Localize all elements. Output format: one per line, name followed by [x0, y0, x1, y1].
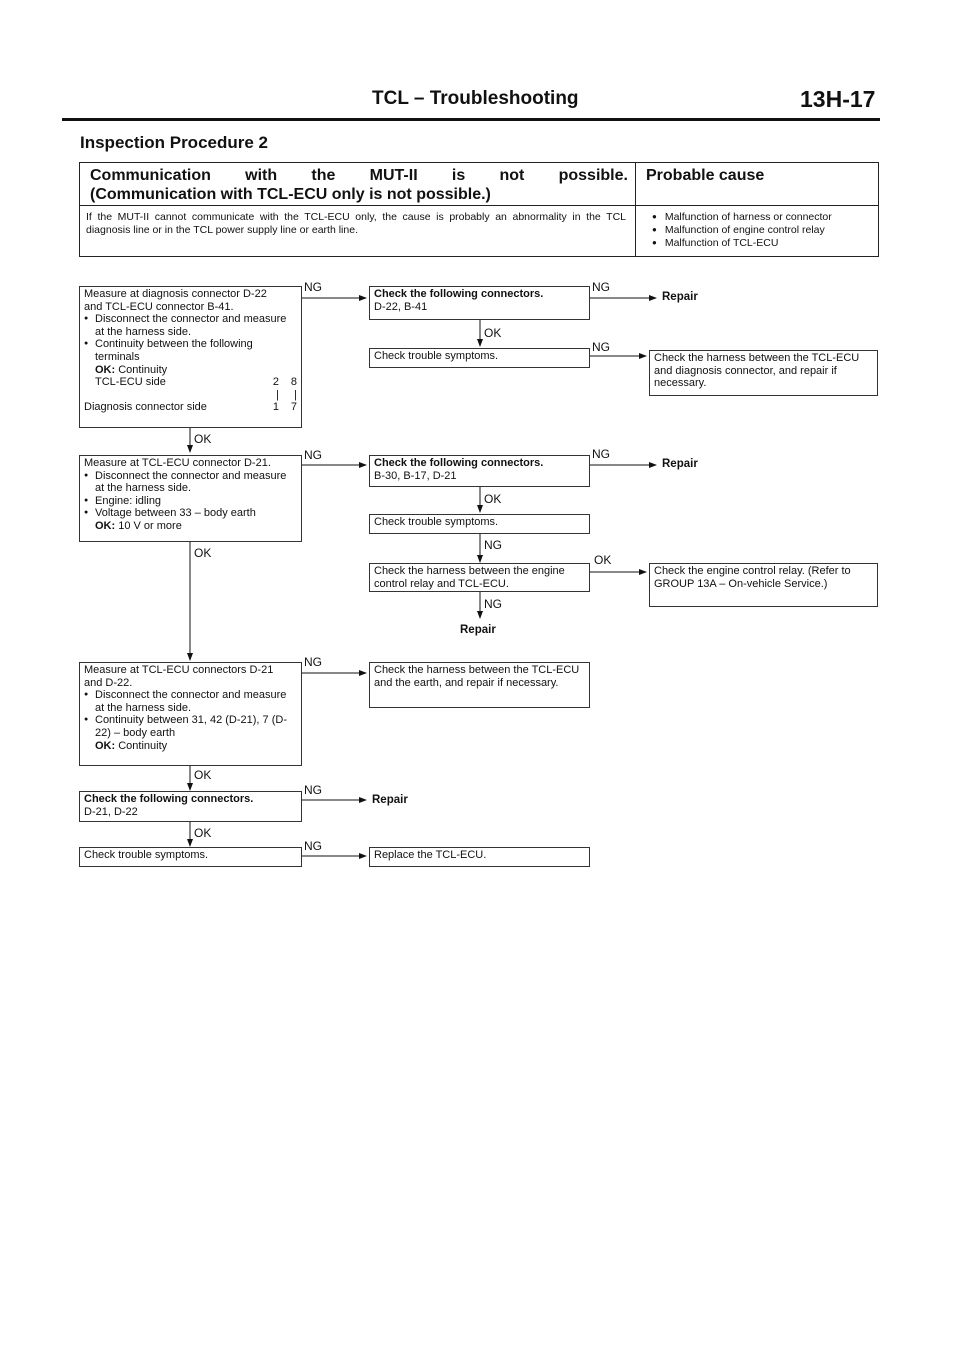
- step1-box: Measure at diagnosis connector D-22 and TCL-ECU connector B-41. ● Disconnect the connector and measure at the harness side. ● Continuity between the following terminals OK: Continuity TCL-ECU side 2 8 | | Diagnosis connector side 1 7: [79, 286, 302, 428]
- harness-check-box-1: Check the harness between the TCL-ECU and diagnosis connector, and repair if necessary.: [649, 350, 878, 396]
- ng-label: NG: [484, 597, 502, 611]
- repair-label: Repair: [662, 458, 698, 470]
- repair-label: Repair: [460, 624, 496, 636]
- symptoms-box-1: Check trouble symptoms.: [369, 348, 590, 368]
- symptom-title-line1: Communication with the MUT-II is not possible.: [90, 167, 628, 184]
- cause-item: ● Malfunction of engine control relay: [652, 224, 832, 237]
- ng-label: NG: [304, 655, 322, 669]
- earth-harness-box: Check the harness between the TCL-ECU and the earth, and repair if necessary.: [369, 662, 590, 708]
- symptom-title-line2: (Communication with TCL-ECU only is not possible.): [90, 186, 491, 203]
- step2-box: Measure at TCL-ECU connector D-21. ● Disconnect the connector and measure at the harness side. ● Engine: idling ● Voltage between 33 – body earth OK: 10 V or more: [79, 455, 302, 542]
- step3-box: Measure at TCL-ECU connectors D-21 and D-22. ● Disconnect the connector and measure at the harness side. ● Continuity between 31, 42 (D-21), 7 (D-22) – body earth OK: Continuity: [79, 662, 302, 766]
- symptom-description: If the MUT-II cannot communicate with the TCL-ECU only, the cause is probably an abnormality in the TCL diagnosis line or in the TCL power supply line or earth line.: [86, 211, 626, 236]
- harness-check-box-2: Check the harness between the engine control relay and TCL-ECU.: [369, 563, 590, 592]
- page-title: TCL – Troubleshooting: [372, 88, 579, 109]
- step1-ng-box: Check the following connectors. D-22, B-41: [369, 286, 590, 320]
- cause-item: ● Malfunction of harness or connector: [652, 211, 832, 224]
- ok-label: OK: [484, 326, 502, 340]
- ng-label: NG: [304, 448, 322, 462]
- procedure-subtitle: Inspection Procedure 2: [80, 133, 268, 152]
- step5-box: Check trouble symptoms.: [79, 847, 302, 867]
- step2-ng-box: Check the following connectors. B-30, B-17, D-21: [369, 455, 590, 487]
- page-code: 13H-17: [800, 86, 876, 112]
- step4-box: Check the following connectors. D-21, D-22: [79, 791, 302, 822]
- cause-item: ● Malfunction of TCL-ECU: [652, 237, 832, 250]
- ng-label: NG: [484, 538, 502, 552]
- ng-label: NG: [592, 340, 610, 354]
- ng-label: NG: [592, 280, 610, 294]
- ok-label: OK: [194, 768, 212, 782]
- repair-label: Repair: [662, 291, 698, 303]
- replace-ecu-box: Replace the TCL-ECU.: [369, 847, 590, 867]
- relay-check-box: Check the engine control relay. (Refer to GROUP 13A – On-vehicle Service.): [649, 563, 878, 607]
- repair-label: Repair: [372, 794, 408, 806]
- ok-label: OK: [194, 432, 212, 446]
- terminal-table: TCL-ECU side 2 8 | |: [95, 376, 297, 401]
- ok-label: OK: [194, 826, 212, 840]
- ng-label: NG: [304, 839, 322, 853]
- symptoms-box-2: Check trouble symptoms.: [369, 514, 590, 534]
- ng-label: NG: [304, 783, 322, 797]
- ok-label: OK: [594, 553, 612, 567]
- ok-label: OK: [194, 546, 212, 560]
- ng-label: NG: [304, 280, 322, 294]
- ng-label: NG: [592, 447, 610, 461]
- probable-cause-heading: Probable cause: [646, 167, 765, 184]
- ok-label: OK: [484, 492, 502, 506]
